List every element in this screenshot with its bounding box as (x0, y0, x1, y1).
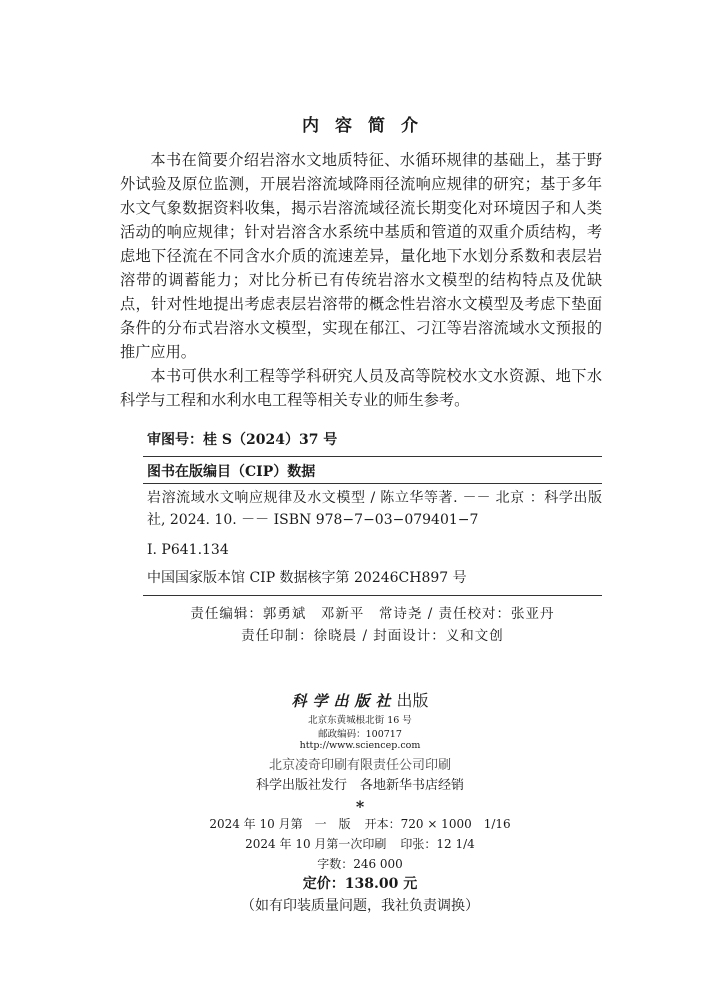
summary-section (120, 148, 602, 412)
publisher-suffix: 出版 (396, 691, 429, 710)
edition-line (0, 815, 720, 832)
sheets: 印张：12 1/4 (400, 837, 475, 851)
distributor-line: 科学出版社发行 各地新华书店经销 (255, 778, 464, 793)
cip-verification: 中国国家版本馆 CIP 数据核字第 20246CH897 号 (147, 570, 467, 586)
word-count: 字数：246 000 (317, 857, 403, 871)
printing-line (0, 835, 720, 852)
map-review-number: 审图号：桂 S（2024）37 号 (147, 432, 338, 448)
separator-star: * (355, 797, 365, 816)
summary-paragraph: 本书可供水利工程等学科研究人员及高等院校水文水资源、地下水科学与工程和水利水电工程等相关专业的师生参考。 (120, 367, 602, 409)
summary-paragraph: 本书在简要介绍岩溶水文地质特征、水循环规律的基础上，基于野外试验及原位监测，开展岩溶流域降雨径流响应规律的研究；基于多年水文气象数据资料收集，揭示岩溶流域径流长期变化对环境因子和人类活动的响应规律；针对岩溶含水系统中基质和管道的双重介质结构，考虑地下径流在不同含水介质的流速差异，量化地下水划分系数和表层岩溶带的调蓄能力；对比分析已有传统岩溶水文模型的结构特点及优缺点，针对性地提出考虑表层岩溶带的概念性岩溶水文模型及考虑下垫面条件的分布式岩溶水文模型，实现在郁江、刁江等岩溶流域水文预报的推广应用。 (120, 151, 602, 361)
divider (143, 483, 602, 484)
cip-heading: 图书在版编目（CIP）数据 (147, 464, 316, 480)
price: 定价：138.00 元 (302, 876, 418, 892)
publisher-logo: 科学出版社 (291, 692, 397, 710)
cip-main-entry: 岩溶流域水文响应规律及水文模型 / 陈立华等著. －－ 北京 ：科学出版社, 2024. 10. －－ ISBN 978−7−03−079401−7 (147, 490, 602, 528)
page-title: 内容简介 (302, 116, 434, 136)
publisher-website: http://www.sciencep.com (299, 740, 421, 751)
edition: 2024 年 10 月第 一 版 (209, 817, 351, 831)
publisher-line (0, 688, 720, 711)
cip-classification: Ⅰ. P641.134 (147, 542, 229, 558)
divider (143, 456, 602, 457)
format: 开本：720 × 1000 1/16 (364, 817, 511, 831)
printer-line: 北京凌奇印刷有限责任公司印刷 (268, 758, 451, 773)
publisher-address: 北京东黄城根北街 16 号 (308, 715, 412, 726)
divider (143, 595, 602, 596)
printing: 2024 年 10 月第一次印刷 (245, 837, 387, 851)
return-note: （如有印装质量问题，我社负责调换） (241, 898, 479, 914)
editor-credits: 责任编辑：郭勇斌 邓新平 常诗尧 / 责任校对：张亚丹 (190, 606, 555, 622)
publisher-postcode: 邮政编码：100717 (318, 729, 402, 740)
production-credits: 责任印制：徐晓晨 / 封面设计：义和文创 (241, 628, 504, 644)
